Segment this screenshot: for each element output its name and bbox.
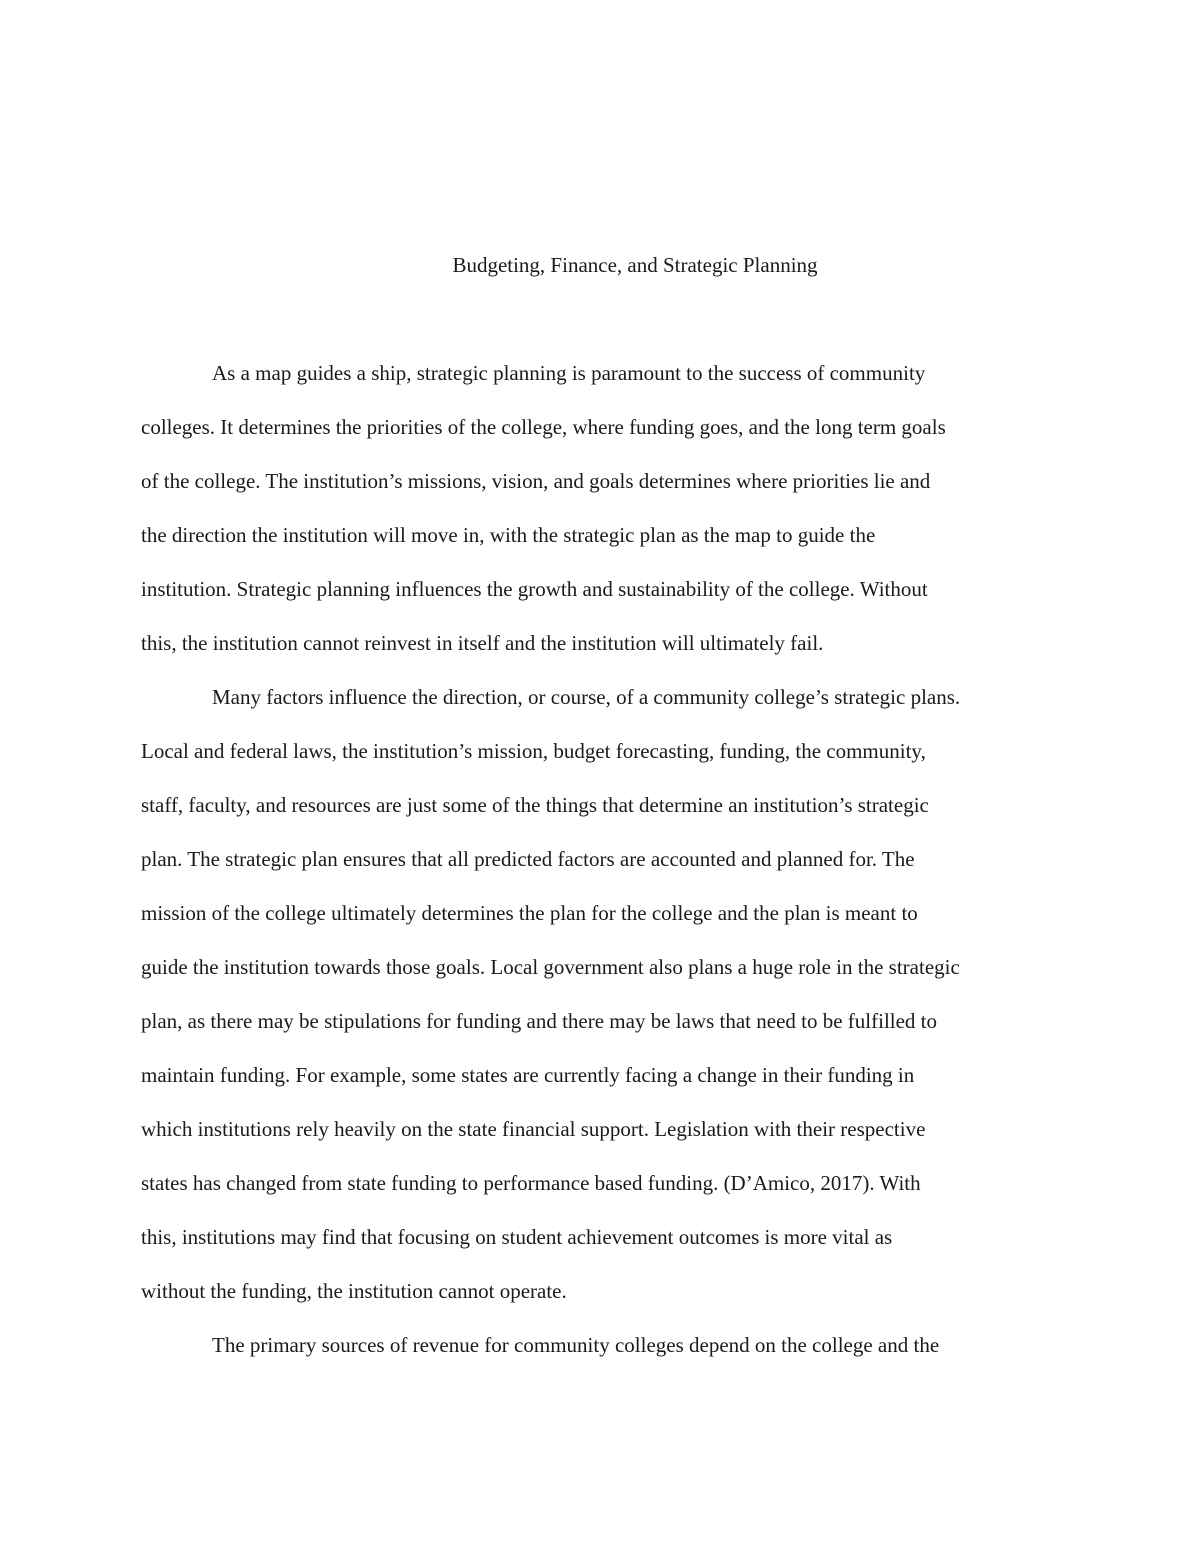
document-title: Budgeting, Finance, and Strategic Planning [452,253,818,277]
text-line: Many factors influence the direction, or course, of a community college’s strategic plans. [212,685,961,709]
paragraph-1 [141,357,1101,681]
text-line: guide the institution towards those goals. Local government also plans a huge role in the strategic [141,955,960,979]
text-line: of the college. The institution’s missions, vision, and goals determines where priorities lie and [141,469,931,493]
paragraph-3 [141,1329,1101,1383]
text-line: without the funding, the institution cannot operate. [141,1279,567,1303]
text-line: The primary sources of revenue for community colleges depend on the college and the [212,1333,940,1357]
paragraph-2 [141,681,1101,1329]
text-line: plan. The strategic plan ensures that all predicted factors are accounted and planned for. The [141,847,915,871]
text-line: states has changed from state funding to performance based funding. (D’Amico, 2017). With [141,1171,921,1195]
text-line: Local and federal laws, the institution’s mission, budget forecasting, funding, the community, [141,739,926,763]
text-line: this, the institution cannot reinvest in itself and the institution will ultimately fail. [141,631,824,655]
text-line: which institutions rely heavily on the state financial support. Legislation with their respective [141,1117,926,1141]
text-line: maintain funding. For example, some states are currently facing a change in their funding in [141,1063,915,1087]
text-line: staff, faculty, and resources are just some of the things that determine an institution’s strategic [141,793,929,817]
text-line: the direction the institution will move in, with the strategic plan as the map to guide the [141,523,876,547]
text-line: colleges. It determines the priorities of the college, where funding goes, and the long term goals [141,415,946,439]
text-line: mission of the college ultimately determines the plan for the college and the plan is meant to [141,901,918,925]
text-line: As a map guides a ship, strategic planning is paramount to the success of community [212,361,926,385]
text-line: plan, as there may be stipulations for funding and there may be laws that need to be fulfilled to [141,1009,938,1033]
text-line: institution. Strategic planning influences the growth and sustainability of the college. Without [141,577,928,601]
text-line: this, institutions may find that focusing on student achievement outcomes is more vital as [141,1225,893,1249]
document-body [141,357,1101,1383]
